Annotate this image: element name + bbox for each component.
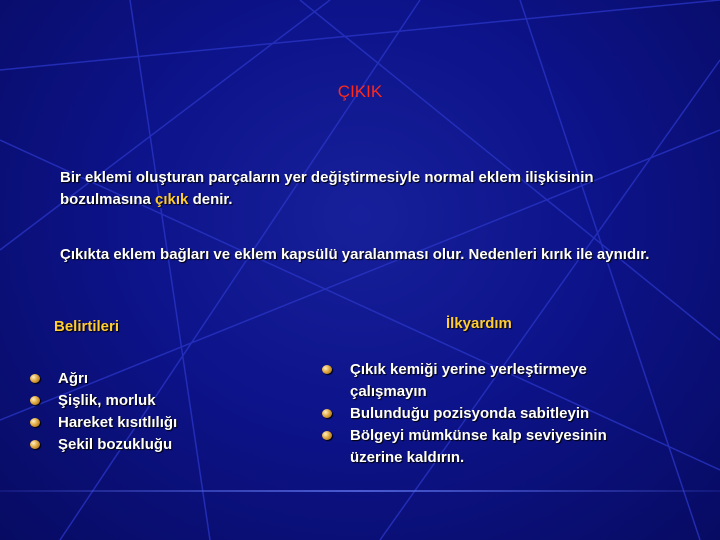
bullet-icon [30, 440, 40, 449]
intro-paragraph [60, 167, 660, 211]
bullet-icon [30, 418, 40, 427]
symptoms-heading: Belirtileri [54, 318, 120, 335]
causes-paragraph: Çıkıkta eklem bağları ve eklem kapsülü yaralanması olur. Nedenleri kırık ile aynıdır. [60, 246, 650, 263]
list-item [322, 425, 642, 469]
list-item [30, 368, 177, 390]
slide-title: ÇIKIK [337, 82, 383, 101]
bullet-icon [30, 374, 40, 383]
list-item [30, 390, 177, 412]
intro-text-after: denir. [188, 191, 233, 208]
first-aid-text: Bölgeyi mümkünse kalp seviyesinin üzerine kaldırın. [350, 427, 607, 466]
symptom-text: Şişlik, morluk [58, 392, 156, 409]
list-item [322, 359, 642, 403]
first-aid-text: Bulunduğu pozisyonda sabitleyin [350, 405, 590, 422]
list-item [30, 412, 177, 434]
list-item [30, 434, 177, 456]
first-aid-list [322, 359, 642, 469]
intro-text-before: Bir eklemi oluşturan parçaların yer değiştirmesiyle normal eklem ilişkisinin bozulmasına [60, 169, 594, 208]
intro-highlight-term: çıkık [155, 191, 189, 208]
symptom-text: Ağrı [58, 370, 88, 387]
bullet-icon [30, 396, 40, 405]
bullet-icon [322, 431, 332, 440]
first-aid-heading: İlkyardım [446, 315, 512, 332]
bullet-icon [322, 365, 332, 374]
symptom-text: Hareket kısıtlılığı [58, 414, 178, 431]
symptom-text: Şekil bozukluğu [58, 436, 173, 453]
symptoms-list [30, 368, 177, 456]
list-item [322, 403, 642, 425]
footer-divider [0, 490, 720, 492]
first-aid-text: Çıkık kemiği yerine yerleştirmeye çalışmayın [350, 361, 587, 400]
bullet-icon [322, 409, 332, 418]
